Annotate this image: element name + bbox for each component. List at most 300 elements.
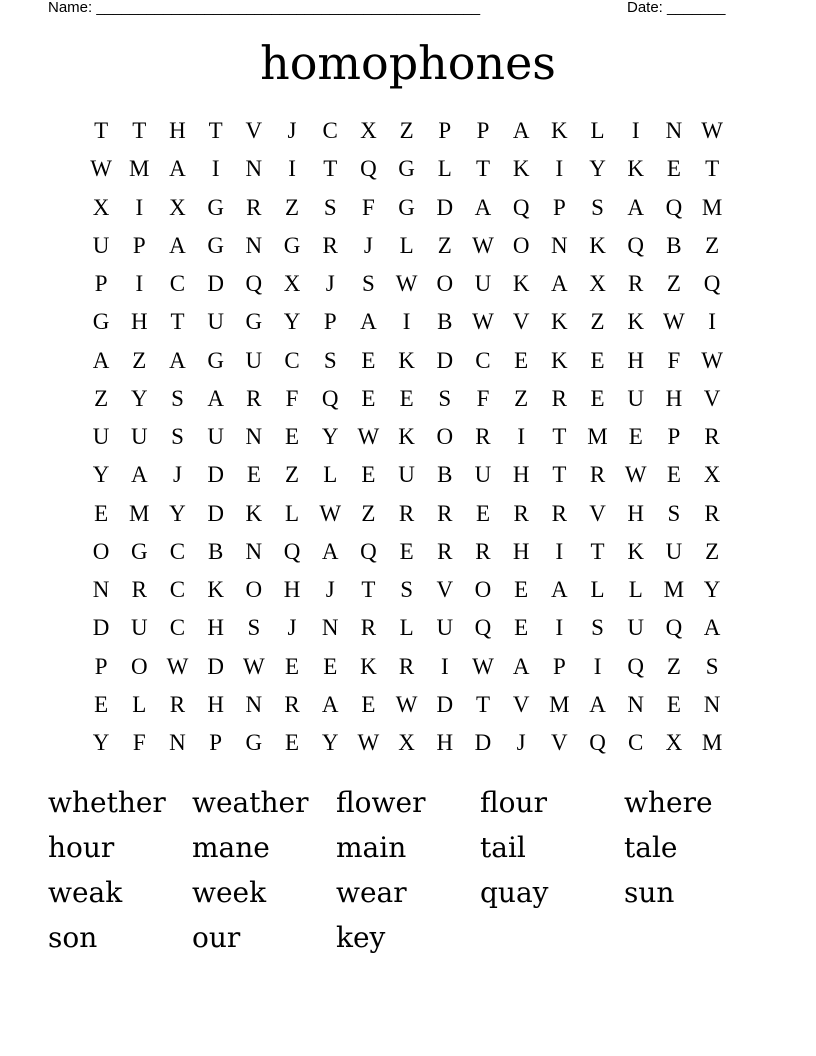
grid-cell[interactable]: N (245, 232, 263, 258)
grid-cell[interactable]: U (436, 615, 454, 641)
grid-cell[interactable]: U (92, 424, 110, 450)
grid-cell[interactable]: Y (169, 500, 186, 526)
grid-cell[interactable]: R (704, 500, 720, 526)
grid-cell[interactable]: S (171, 424, 184, 450)
grid-cell[interactable]: S (400, 577, 413, 603)
grid-cell[interactable]: K (245, 500, 263, 526)
grid-cell[interactable]: V (436, 577, 454, 603)
grid-cell[interactable]: A (703, 615, 721, 641)
grid-cell[interactable]: E (361, 347, 376, 373)
grid-cell[interactable]: I (517, 424, 525, 450)
grid-cell[interactable]: E (361, 462, 376, 488)
grid-cell[interactable]: S (438, 385, 452, 411)
grid-cell[interactable]: X (703, 462, 721, 488)
grid-cell[interactable]: I (708, 309, 716, 335)
grid-cell[interactable]: U (398, 462, 415, 488)
grid-cell[interactable]: T (552, 424, 567, 450)
grid-cell[interactable]: L (590, 577, 605, 603)
grid-cell[interactable]: O (474, 577, 492, 603)
grid-cell[interactable]: C (284, 347, 300, 373)
grid-cell[interactable]: N (703, 691, 721, 717)
grid-cell[interactable]: Z (590, 309, 605, 335)
grid-cell[interactable]: A (551, 577, 568, 603)
grid-cell[interactable]: B (207, 538, 224, 564)
grid-cell[interactable]: R (398, 500, 415, 526)
grid-cell[interactable]: E (399, 538, 414, 564)
grid-cell[interactable]: K (398, 424, 415, 450)
grid-cell[interactable]: K (512, 156, 530, 182)
grid-cell[interactable]: O (245, 577, 263, 603)
grid-cell[interactable]: E (666, 156, 681, 182)
grid-cell[interactable]: L (628, 577, 643, 603)
grid-cell[interactable]: R (169, 691, 186, 717)
grid-cell[interactable]: D (92, 615, 110, 641)
word-list-item: wear (336, 876, 407, 909)
grid-cell[interactable]: Z (285, 194, 300, 220)
grid-cell[interactable]: E (94, 500, 109, 526)
grid-cell[interactable]: P (209, 730, 223, 756)
grid-cell[interactable]: E (323, 653, 338, 679)
grid-cell[interactable]: C (169, 538, 186, 564)
grid-cell[interactable]: J (287, 615, 297, 641)
grid-cell[interactable]: V (551, 730, 568, 756)
grid-cell[interactable]: R (246, 194, 262, 220)
grid-cell[interactable]: T (170, 309, 185, 335)
grid-cell[interactable]: J (172, 462, 182, 488)
grid-cell[interactable]: I (555, 156, 564, 182)
grid-cell[interactable]: R (360, 615, 377, 641)
grid-cell[interactable]: N (92, 577, 110, 603)
grid-cell[interactable]: Z (437, 232, 452, 258)
grid-cell[interactable]: K (551, 347, 568, 373)
grid-cell[interactable]: A (169, 232, 186, 258)
grid-cell[interactable]: R (437, 500, 453, 526)
grid-cell[interactable]: Q (360, 156, 377, 182)
grid-cell[interactable]: M (587, 424, 608, 450)
grid-cell[interactable]: T (208, 118, 223, 144)
grid-cell[interactable]: S (171, 385, 184, 411)
grid-cell[interactable]: U (207, 424, 224, 450)
grid-cell[interactable]: N (321, 615, 339, 641)
grid-cell[interactable]: U (245, 347, 263, 373)
grid-cell[interactable]: T (552, 462, 567, 488)
grid-cell[interactable]: Y (92, 730, 110, 756)
grid-cell[interactable]: O (512, 232, 530, 258)
grid-cell[interactable]: N (665, 118, 683, 144)
grid-cell[interactable]: P (132, 232, 146, 258)
grid-cell[interactable]: Q (665, 194, 683, 220)
grid-cell[interactable]: C (169, 577, 186, 603)
word-list-item: main (336, 831, 407, 864)
grid-cell[interactable]: U (627, 615, 645, 641)
grid-cell[interactable]: J (363, 232, 373, 258)
grid-cell[interactable]: N (169, 730, 186, 756)
word-list-item: mane (192, 831, 270, 864)
grid-cell[interactable]: A (207, 385, 224, 411)
grid-cell[interactable]: L (132, 691, 147, 717)
grid-cell[interactable]: K (627, 538, 645, 564)
grid-cell[interactable]: R (475, 424, 491, 450)
grid-cell[interactable]: W (701, 118, 723, 144)
grid-cell[interactable]: P (94, 653, 108, 679)
grid-cell[interactable]: E (285, 653, 300, 679)
grid-cell[interactable]: C (475, 347, 491, 373)
grid-cell[interactable]: K (627, 309, 645, 335)
grid-cell[interactable]: T (94, 118, 109, 144)
grid-cell[interactable]: Q (627, 232, 645, 258)
grid-cell[interactable]: A (551, 271, 568, 297)
grid-cell[interactable]: J (325, 271, 335, 297)
grid-cell[interactable]: P (323, 309, 337, 335)
grid-cell[interactable]: H (283, 577, 301, 603)
grid-cell[interactable]: Q (283, 538, 301, 564)
grid-cell[interactable]: Y (703, 577, 721, 603)
grid-cell[interactable]: Z (94, 385, 109, 411)
word-list-item: son (48, 921, 98, 954)
grid-cell[interactable]: L (437, 156, 452, 182)
grid-cell[interactable]: K (207, 577, 224, 603)
grid-cell[interactable]: N (245, 538, 263, 564)
grid-cell[interactable]: F (476, 385, 490, 411)
grid-cell[interactable]: N (245, 691, 263, 717)
grid-cell[interactable]: I (135, 194, 144, 220)
grid-cell[interactable]: H (627, 500, 645, 526)
grid-cell[interactable]: R (628, 271, 644, 297)
grid-cell[interactable]: M (701, 730, 723, 756)
grid-cell[interactable]: K (551, 309, 568, 335)
grid-cell[interactable]: Y (92, 462, 110, 488)
word-list-item: key (336, 921, 386, 954)
grid-cell[interactable]: P (667, 424, 681, 450)
grid-cell[interactable]: G (398, 156, 415, 182)
grid-cell[interactable]: A (130, 462, 148, 488)
grid-cell[interactable]: E (246, 462, 261, 488)
grid-cell[interactable]: K (589, 232, 606, 258)
grid-cell[interactable]: E (361, 385, 376, 411)
grid-cell[interactable]: A (589, 691, 606, 717)
grid-cell[interactable]: T (361, 577, 376, 603)
grid-cell[interactable]: D (207, 271, 224, 297)
grid-cell[interactable]: Z (361, 500, 376, 526)
grid-cell[interactable]: Q (360, 538, 377, 564)
grid-cell[interactable]: H (512, 538, 530, 564)
grid-cell[interactable]: H (627, 347, 645, 373)
grid-cell[interactable]: R (322, 232, 338, 258)
grid-cell[interactable]: K (398, 347, 415, 373)
grid-cell[interactable]: C (169, 615, 186, 641)
grid-cell[interactable]: N (627, 691, 645, 717)
grid-cell[interactable]: P (94, 271, 108, 297)
grid-cell[interactable]: Q (245, 271, 263, 297)
grid-cell[interactable]: C (628, 730, 644, 756)
grid-cell[interactable]: B (666, 232, 682, 258)
grid-cell[interactable]: R (284, 691, 300, 717)
grid-cell[interactable]: I (440, 653, 449, 679)
grid-cell[interactable]: F (285, 385, 299, 411)
grid-cell[interactable]: G (92, 309, 110, 335)
grid-cell[interactable]: D (436, 194, 454, 220)
grid-cell[interactable]: D (474, 730, 492, 756)
grid-cell[interactable]: E (285, 730, 300, 756)
grid-cell[interactable]: T (475, 691, 490, 717)
grid-cell[interactable]: E (628, 424, 643, 450)
grid-cell[interactable]: R (704, 424, 720, 450)
grid-cell[interactable]: Y (589, 156, 606, 182)
grid-cell[interactable]: F (132, 730, 146, 756)
grid-cell[interactable]: N (245, 156, 263, 182)
grid-cell[interactable]: S (591, 615, 604, 641)
grid-cell[interactable]: I (288, 156, 296, 182)
grid-cell[interactable]: R (551, 500, 568, 526)
grid-cell[interactable]: S (323, 194, 337, 220)
grid-cell[interactable]: A (627, 194, 645, 220)
grid-cell[interactable]: V (589, 500, 606, 526)
grid-cell[interactable]: Z (666, 271, 681, 297)
grid-cell[interactable]: U (665, 538, 683, 564)
grid-cell[interactable]: M (129, 156, 150, 182)
grid-cell[interactable]: V (245, 118, 263, 144)
grid-cell[interactable]: S (323, 347, 337, 373)
grid-cell[interactable]: X (360, 118, 377, 144)
grid-cell[interactable]: T (590, 538, 605, 564)
grid-cell[interactable]: A (169, 156, 186, 182)
grid-cell[interactable]: R (589, 462, 606, 488)
grid-cell[interactable]: G (130, 538, 148, 564)
grid-cell[interactable]: E (514, 615, 529, 641)
grid-cell[interactable]: H (130, 309, 148, 335)
grid-cell[interactable]: X (92, 194, 110, 220)
grid-cell[interactable]: Q (321, 385, 339, 411)
grid-cell[interactable]: K (512, 271, 530, 297)
grid-cell[interactable]: J (287, 118, 297, 144)
grid-cell[interactable]: E (514, 577, 529, 603)
grid-cell[interactable]: I (555, 538, 564, 564)
grid-cell[interactable]: A (169, 347, 186, 373)
grid-cell[interactable]: M (129, 500, 150, 526)
grid-cell[interactable]: R (551, 385, 568, 411)
grid-cell[interactable]: E (514, 347, 529, 373)
grid-cell[interactable]: B (437, 462, 453, 488)
grid-cell[interactable]: I (555, 615, 564, 641)
grid-cell[interactable]: L (590, 118, 605, 144)
grid-cell[interactable]: W (663, 309, 685, 335)
grid-cell[interactable]: J (516, 730, 526, 756)
grid-cell[interactable]: R (513, 500, 529, 526)
grid-cell[interactable]: T (475, 156, 490, 182)
grid-cell[interactable]: W (624, 462, 647, 488)
grid-cell[interactable]: M (549, 691, 570, 717)
grid-cell[interactable]: Z (705, 538, 720, 564)
grid-cell[interactable]: H (512, 462, 530, 488)
grid-cell[interactable]: S (247, 615, 261, 641)
grid-cell[interactable]: U (474, 462, 492, 488)
grid-cell[interactable]: D (207, 462, 224, 488)
grid-cell[interactable]: N (551, 232, 568, 258)
grid-cell[interactable]: W (472, 309, 494, 335)
grid-cell[interactable]: C (169, 271, 186, 297)
word-list-item: quay (480, 876, 549, 909)
grid-cell[interactable]: U (474, 271, 492, 297)
grid-cell[interactable]: X (398, 730, 415, 756)
grid-cell[interactable]: A (321, 538, 339, 564)
grid-cell[interactable]: W (472, 653, 494, 679)
grid-cell[interactable]: A (512, 118, 530, 144)
grid-cell[interactable]: L (323, 462, 338, 488)
grid-cell[interactable]: K (627, 156, 645, 182)
grid-cell[interactable]: H (207, 615, 224, 641)
grid-cell[interactable]: G (245, 309, 263, 335)
grid-cell[interactable]: L (399, 232, 414, 258)
grid-cell[interactable]: M (701, 194, 723, 220)
grid-cell[interactable]: T (705, 156, 720, 182)
grid-cell[interactable]: X (283, 271, 301, 297)
grid-cell[interactable]: X (169, 194, 186, 220)
grid-cell[interactable]: U (92, 232, 110, 258)
grid-cell[interactable]: G (207, 194, 224, 220)
grid-cell[interactable]: P (438, 118, 452, 144)
grid-cell[interactable]: E (590, 385, 605, 411)
grid-cell[interactable]: A (92, 347, 110, 373)
grid-cell[interactable]: O (92, 538, 110, 564)
grid-cell[interactable]: E (285, 424, 300, 450)
grid-cell[interactable]: W (357, 424, 380, 450)
word-list (48, 780, 768, 960)
grid-cell[interactable]: E (475, 500, 490, 526)
grid-cell[interactable]: C (322, 118, 338, 144)
grid-cell[interactable]: Q (589, 730, 606, 756)
grid-cell[interactable]: A (512, 653, 530, 679)
grid-cell[interactable]: Z (514, 385, 529, 411)
grid-cell[interactable]: D (436, 691, 454, 717)
grid-cell[interactable]: Z (666, 653, 681, 679)
grid-cell[interactable]: O (130, 653, 148, 679)
grid-cell[interactable]: X (589, 271, 606, 297)
grid-cell[interactable]: J (325, 577, 335, 603)
grid-cell[interactable]: B (437, 309, 453, 335)
grid-cell[interactable]: S (705, 653, 719, 679)
grid-cell[interactable]: O (436, 271, 454, 297)
grid-cell[interactable]: R (475, 538, 491, 564)
grid-cell[interactable]: S (667, 500, 681, 526)
grid-cell[interactable]: W (701, 347, 723, 373)
grid-cell[interactable]: V (703, 385, 721, 411)
grid-cell[interactable]: F (667, 347, 681, 373)
grid-cell[interactable]: S (362, 271, 375, 297)
grid-cell[interactable]: A (321, 691, 339, 717)
grid-cell[interactable]: H (169, 118, 186, 144)
grid-cell[interactable]: D (436, 347, 454, 373)
grid-cell[interactable]: D (207, 653, 224, 679)
grid-cell[interactable]: Q (474, 615, 492, 641)
grid-cell[interactable]: T (132, 118, 147, 144)
grid-cell[interactable]: G (207, 347, 224, 373)
grid-cell[interactable]: R (437, 538, 453, 564)
header-line (48, 0, 748, 20)
grid-cell[interactable]: I (631, 118, 640, 144)
grid-cell[interactable]: E (666, 462, 681, 488)
grid-cell[interactable]: E (361, 691, 376, 717)
grid-cell[interactable]: G (207, 232, 224, 258)
grid-cell[interactable]: X (665, 730, 683, 756)
grid-cell[interactable]: I (211, 156, 220, 182)
grid-cell[interactable]: E (94, 691, 109, 717)
grid-cell[interactable]: U (130, 615, 148, 641)
grid-cell[interactable]: G (398, 194, 415, 220)
grid-cell[interactable]: W (90, 156, 112, 182)
grid-cell[interactable]: Y (130, 385, 148, 411)
grid-cell[interactable]: Z (132, 347, 147, 373)
grid-cell[interactable]: O (436, 424, 454, 450)
grid-cell[interactable]: L (399, 615, 414, 641)
grid-cell[interactable]: G (245, 730, 263, 756)
grid-cell[interactable]: U (207, 309, 224, 335)
grid-cell[interactable]: R (131, 577, 147, 603)
grid-cell[interactable]: W (395, 691, 418, 717)
grid-cell[interactable]: W (395, 271, 418, 297)
grid-cell[interactable]: L (285, 500, 300, 526)
grid-cell[interactable]: U (627, 385, 645, 411)
grid-cell[interactable]: H (665, 385, 683, 411)
grid-cell[interactable]: Z (399, 118, 414, 144)
grid-cell[interactable]: S (591, 194, 604, 220)
grid-cell[interactable]: W (472, 232, 494, 258)
grid-cell[interactable]: W (357, 730, 380, 756)
grid-cell[interactable]: Y (283, 309, 301, 335)
name-field[interactable]: Name: ______________________________________________ (48, 0, 481, 16)
grid-cell[interactable]: Z (705, 232, 720, 258)
grid-cell[interactable]: D (207, 500, 224, 526)
grid-cell[interactable]: M (663, 577, 685, 603)
word-list-item: whether (48, 786, 166, 819)
grid-cell[interactable]: Z (285, 462, 300, 488)
grid-cell[interactable]: H (207, 691, 224, 717)
grid-cell[interactable]: F (362, 194, 375, 220)
grid-cell[interactable]: U (130, 424, 148, 450)
grid-cell[interactable]: E (399, 385, 414, 411)
grid-cell[interactable]: P (552, 653, 566, 679)
grid-cell[interactable]: A (360, 309, 377, 335)
grid-cell[interactable]: T (323, 156, 338, 182)
grid-cell[interactable]: Y (321, 424, 339, 450)
grid-cell[interactable]: P (476, 118, 490, 144)
grid-cell[interactable]: W (242, 653, 265, 679)
grid-cell[interactable]: I (402, 309, 411, 335)
grid-cell[interactable]: G (283, 232, 301, 258)
grid-cell[interactable]: Q (665, 615, 683, 641)
grid-cell[interactable]: R (246, 385, 262, 411)
grid-cell[interactable]: Q (512, 194, 530, 220)
grid-cell[interactable]: Q (627, 653, 645, 679)
grid-cell[interactable]: I (593, 653, 602, 679)
grid-cell[interactable]: V (512, 309, 530, 335)
grid-cell[interactable]: K (360, 653, 377, 679)
grid-cell[interactable]: A (474, 194, 492, 220)
grid-cell[interactable]: H (436, 730, 454, 756)
grid-cell[interactable]: I (135, 271, 144, 297)
date-field[interactable]: Date: _______ (627, 0, 726, 16)
grid-cell[interactable]: K (551, 118, 568, 144)
grid-cell[interactable]: E (590, 347, 605, 373)
grid-cell[interactable]: W (319, 500, 342, 526)
grid-cell[interactable]: Y (321, 730, 339, 756)
grid-cell[interactable]: N (245, 424, 263, 450)
grid-cell[interactable]: R (398, 653, 415, 679)
grid-cell[interactable]: P (552, 194, 566, 220)
grid-cell[interactable]: V (512, 691, 530, 717)
grid-cell[interactable]: E (666, 691, 681, 717)
grid-cell[interactable]: Q (703, 271, 721, 297)
grid-cell[interactable]: W (166, 653, 189, 679)
